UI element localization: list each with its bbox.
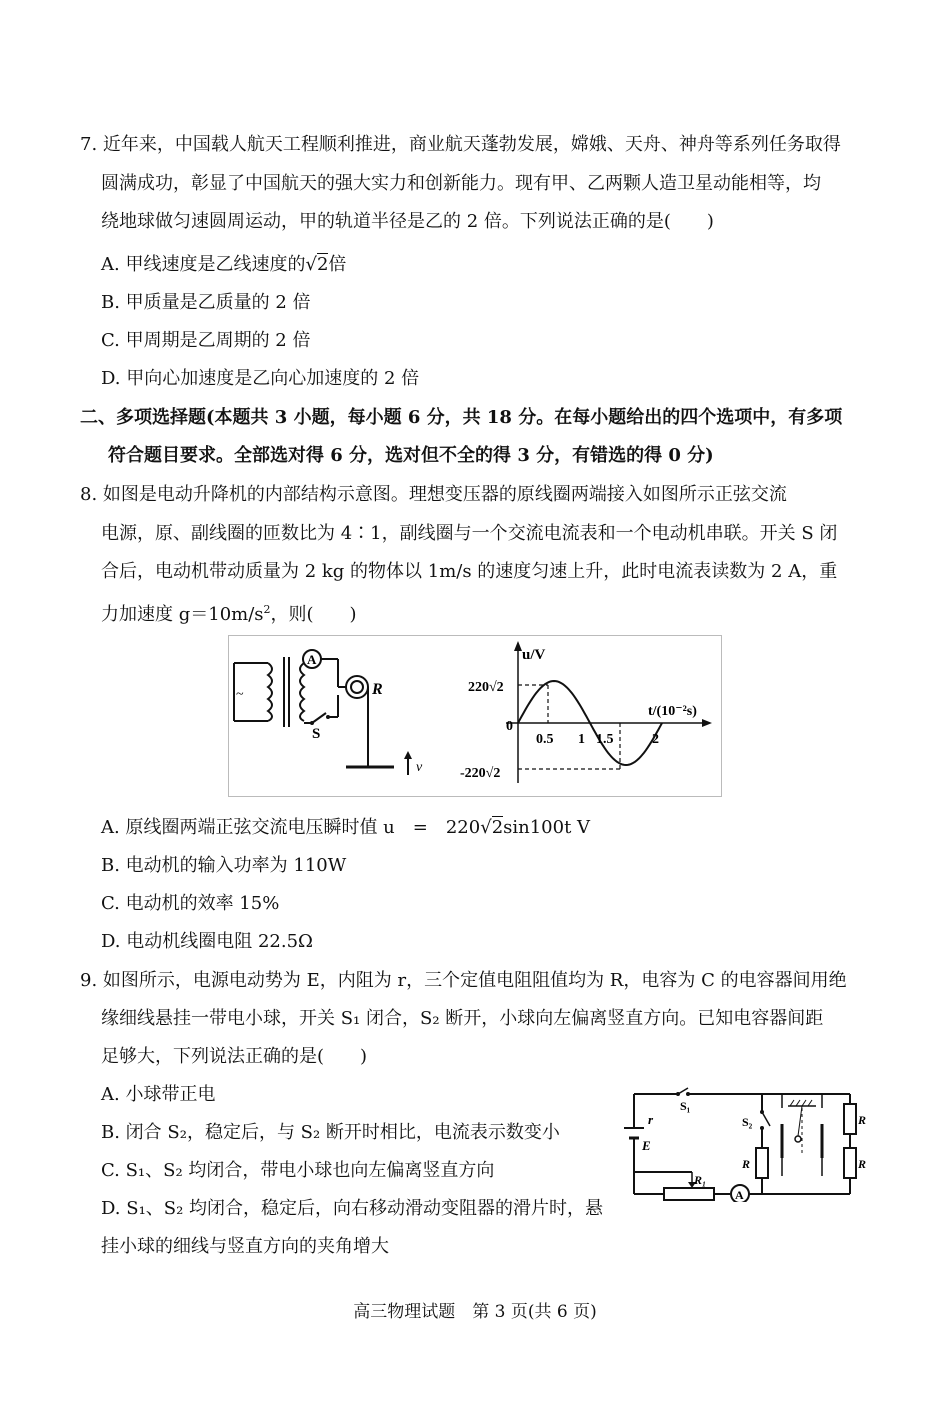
q8-option-b: B. 电动机的输入功率为 110W	[101, 855, 347, 876]
q9-option-c: C. S₁、S₂ 均闭合，带电小球也向左偏离竖直方向	[101, 1160, 495, 1181]
q8-figure-svg	[228, 635, 722, 797]
q7-option-a-tail: 倍	[328, 254, 347, 275]
battery-e-label: E	[642, 1138, 651, 1153]
q8-figure	[228, 635, 722, 797]
q8-option-a-tail: sin100t V	[503, 817, 591, 838]
q9-stem-line1: 9. 如图所示，电源电动势为 E，内阻为 r，三个定值电阻阻值均为 R，电容为 C 的电容器间用绝	[80, 970, 847, 991]
charged-ball-icon	[795, 1136, 801, 1142]
q7-stem-line1: 7. 近年来，中国载人航天工程顺利推进，商业航天蓬勃发展，嫦娥、天舟、神舟等系列任务取得	[80, 134, 841, 155]
q8-stem-line4-tail: ，则( )	[270, 604, 357, 625]
q8-stem-line3: 合后，电动机带动质量为 2 kg 的物体以 1m/s 的速度匀速上升，此时电流表读数为 2 A，重	[101, 561, 838, 582]
graph-tick-label: 2	[652, 732, 659, 747]
ammeter-label: A	[735, 1188, 744, 1202]
q9-option-d-line1: D. S₁、S₂ 均闭合，稳定后，向右移动滑动变阻器的滑片时，悬	[101, 1198, 604, 1219]
graph-tick-label: 1	[578, 732, 585, 747]
graph-ymax-label: 220√2	[468, 680, 504, 695]
switch-label: S	[312, 726, 321, 742]
graph-tick-label: 1.5	[596, 732, 614, 747]
q8-stem-line2: 电源，原、副线圈的匝数比为 4∶1，副线圈与一个交流电流表和一个电动机串联。开关 S 闭	[101, 523, 838, 544]
primary-coil	[268, 663, 272, 721]
q9-circuit-svg	[622, 1084, 872, 1202]
q8-stem-line4-text: 力加速度 g＝10m/s	[101, 604, 264, 625]
resistor-r-middle	[756, 1148, 768, 1178]
q9-option-a: A. 小球带正电	[101, 1084, 216, 1105]
resistor-r-right-top	[844, 1104, 856, 1134]
q7-option-a-radicand: 2	[316, 254, 329, 275]
resistor-r-right-top-label: R	[858, 1113, 867, 1127]
switch-s2-label: S₂	[742, 1115, 753, 1129]
q8-option-c: C. 电动机的效率 15%	[101, 893, 280, 914]
secondary-coil	[300, 663, 304, 721]
q9-circuit-figure	[622, 1084, 872, 1202]
graph-t-label: t/(10⁻²s)	[648, 704, 697, 719]
q8-option-d: D. 电动机线圈电阻 22.5Ω	[101, 931, 313, 952]
graph-y-label: u/V	[522, 647, 546, 663]
q8-stem-line4	[101, 597, 357, 628]
q7-option-c: C. 甲周期是乙周期的 2 倍	[101, 330, 311, 351]
q9-stem-line2: 缘细线悬挂一带电小球，开关 S₁ 闭合，S₂ 断开，小球向左偏离竖直方向。已知电容器间距	[101, 1008, 824, 1029]
q8-option-a	[101, 815, 590, 841]
switch-s2-icon	[762, 1112, 770, 1126]
q8-stem-line1: 8. 如图是电动升降机的内部结构示意图。理想变压器的原线圈两端接入如图所示正弦交流	[80, 484, 787, 505]
rheostat-r1-label: R₁	[694, 1173, 707, 1187]
battery-r-label: r	[648, 1112, 654, 1127]
graph-tick-label: 0.5	[536, 732, 554, 747]
q7-option-a	[101, 252, 346, 278]
q8-stem-line4-exponent: 2	[263, 603, 271, 616]
resistor-r-right-bottom-label: R	[858, 1157, 867, 1171]
sqrt-symbol-icon: √	[305, 254, 317, 275]
q9-option-b: B. 闭合 S₂，稳定后，与 S₂ 断开时相比，电流表示数变小	[101, 1122, 560, 1143]
q7-stem-line2: 圆满成功，彰显了中国航天的强大实力和创新能力。现有甲、乙两颗人造卫星动能相等，均	[101, 173, 821, 194]
q9-stem-line3: 足够大，下列说法正确的是( )	[101, 1046, 368, 1067]
q7-option-b: B. 甲质量是乙质量的 2 倍	[101, 292, 311, 313]
section2-header-line2: 符合题目要求。全部选对得 6 分，选对但不全的得 3 分，有错选的得 0 分)	[108, 445, 714, 466]
q8-option-a-radicand: 2	[491, 817, 504, 838]
q8-option-a-text: A. 原线圈两端正弦交流电压瞬时值 u = 220	[101, 817, 481, 838]
graph-origin-label: 0	[506, 719, 513, 734]
page-footer: 高三物理试题 第 3 页(共 6 页)	[353, 1302, 597, 1322]
rheostat-r1-icon	[664, 1188, 714, 1200]
q8-voltage-graph	[460, 641, 712, 783]
resistor-r-right-bottom	[844, 1148, 856, 1178]
switch-s1-label: S₁	[680, 1099, 691, 1113]
graph-ymin-label: -220√2	[460, 766, 501, 781]
velocity-label: v	[416, 760, 423, 775]
motor-icon	[346, 676, 368, 698]
q7-stem-line3: 绕地球做匀速圆周运动，甲的轨道半径是乙的 2 倍。下列说法正确的是( )	[101, 211, 714, 232]
switch-s-icon	[312, 713, 326, 723]
motor-label: R	[372, 681, 383, 698]
sqrt-symbol-icon: √	[480, 817, 492, 838]
section2-header-line1: 二、多项选择题(本题共 3 小题，每小题 6 分，共 18 分。在每小题给出的四个选项中，有多项	[80, 407, 843, 428]
ac-source-icon: ~	[236, 687, 244, 702]
resistor-r-middle-label: R	[742, 1157, 751, 1171]
q7-option-a-text: A. 甲线速度是乙线速度的	[101, 254, 306, 275]
ammeter-label: A	[307, 652, 317, 667]
q7-option-d: D. 甲向心加速度是乙向心加速度的 2 倍	[101, 368, 420, 389]
q9-option-d-line2: 挂小球的细线与竖直方向的夹角增大	[101, 1236, 389, 1257]
pendulum-thread	[798, 1106, 802, 1136]
